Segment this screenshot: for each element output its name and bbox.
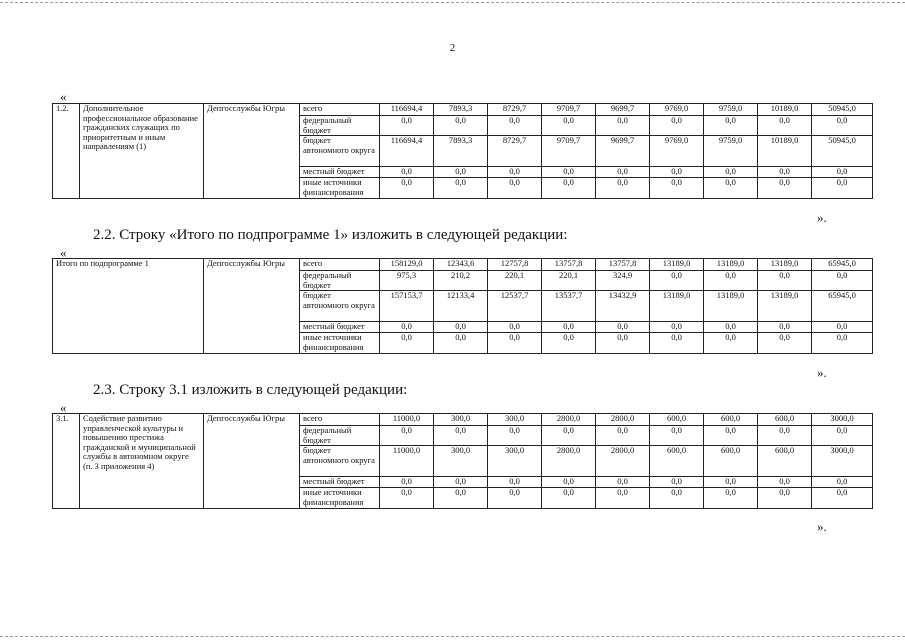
amount-cell: 0,0: [758, 271, 812, 291]
amount-cell: 0,0: [812, 271, 873, 291]
amount-cell: 0,0: [434, 477, 488, 488]
amount-cell: 0,0: [650, 322, 704, 333]
funding-source-label: федеральный бюджет: [300, 426, 380, 446]
funding-source-label: местный бюджет: [300, 167, 380, 178]
amount-cell: 220,1: [542, 271, 596, 291]
amount-cell: 0,0: [542, 178, 596, 199]
amount-cell: 50945,0: [812, 136, 873, 167]
amount-cell: 0,0: [758, 488, 812, 509]
amount-cell: 0,0: [758, 477, 812, 488]
amount-cell: 12757,8: [488, 259, 542, 271]
amount-cell: 2800,0: [596, 446, 650, 477]
amount-cell: 220,1: [488, 271, 542, 291]
amount-cell: 9699,7: [596, 136, 650, 167]
amount-cell: 600,0: [758, 446, 812, 477]
amount-cell: 0,0: [758, 333, 812, 354]
amount-cell: 2800,0: [542, 446, 596, 477]
amount-cell: 0,0: [596, 167, 650, 178]
amount-cell: 0,0: [488, 178, 542, 199]
table-row: [53, 104, 873, 116]
amount-cell: 0,0: [650, 178, 704, 199]
amount-cell: 7893,3: [434, 136, 488, 167]
amount-cell: 116694,4: [380, 104, 434, 116]
amount-cell: 300,0: [434, 414, 488, 426]
amount-cell: 0,0: [704, 271, 758, 291]
amount-cell: 0,0: [542, 167, 596, 178]
amount-cell: 0,0: [596, 488, 650, 509]
amount-cell: 0,0: [704, 333, 758, 354]
funding-source-label: бюджет автономного округа: [300, 446, 380, 477]
amount-cell: 13189,0: [704, 259, 758, 271]
amount-cell: 0,0: [758, 178, 812, 199]
amount-cell: 0,0: [812, 167, 873, 178]
amount-cell: 2800,0: [542, 414, 596, 426]
amount-cell: 0,0: [812, 116, 873, 136]
amount-cell: 9759,0: [704, 104, 758, 116]
funding-source-label: иные источники финансирования: [300, 333, 380, 354]
amount-cell: 11000,0: [380, 446, 434, 477]
amount-cell: 0,0: [488, 333, 542, 354]
funding-source-label: федеральный бюджет: [300, 271, 380, 291]
amount-cell: 8729,7: [488, 136, 542, 167]
amount-cell: 0,0: [380, 167, 434, 178]
amount-cell: 0,0: [758, 167, 812, 178]
amount-cell: 0,0: [542, 116, 596, 136]
amount-cell: 0,0: [704, 178, 758, 199]
amount-cell: 65945,0: [812, 291, 873, 322]
amount-cell: 12343,6: [434, 259, 488, 271]
amount-cell: 0,0: [434, 488, 488, 509]
funding-source-label: всего: [300, 414, 380, 426]
amount-cell: 0,0: [650, 426, 704, 446]
amount-cell: 158129,0: [380, 259, 434, 271]
page-bottom-edge: [0, 636, 905, 637]
amount-cell: 0,0: [488, 477, 542, 488]
amount-cell: 3000,0: [812, 414, 873, 426]
amount-cell: 0,0: [812, 477, 873, 488]
amount-cell: 0,0: [488, 322, 542, 333]
close-quote: ».: [817, 210, 827, 225]
amount-cell: 9759,0: [704, 136, 758, 167]
close-quote: ».: [817, 365, 827, 380]
amount-cell: 50945,0: [812, 104, 873, 116]
funding-source-label: местный бюджет: [300, 477, 380, 488]
amount-cell: 0,0: [704, 477, 758, 488]
amount-cell: 0,0: [650, 271, 704, 291]
section-heading: 2.3. Строку 3.1 изложить в следующей редакции:: [93, 382, 408, 398]
amount-cell: 8729,7: [488, 104, 542, 116]
table-row: [53, 259, 873, 271]
amount-cell: 0,0: [488, 426, 542, 446]
amount-cell: 300,0: [488, 446, 542, 477]
amount-cell: 0,0: [758, 322, 812, 333]
funding-source-label: иные источники финансирования: [300, 178, 380, 199]
amount-cell: 157153,7: [380, 291, 434, 322]
amount-cell: 0,0: [758, 426, 812, 446]
amount-cell: 0,0: [812, 322, 873, 333]
amount-cell: 9699,7: [596, 104, 650, 116]
funding-source-label: бюджет автономного округа: [300, 136, 380, 167]
row-name: Содействие развитию управленческой культуры и повышению престижа гражданской и муниципальной службы в автономном округе (п. 3 приложения 4): [80, 414, 204, 509]
close-quote: ».: [817, 519, 827, 534]
amount-cell: 0,0: [380, 178, 434, 199]
budget-table-subprogram-total: [52, 258, 873, 354]
budget-table-row-3-1: [52, 413, 873, 509]
amount-cell: 600,0: [704, 414, 758, 426]
open-quote: «: [60, 400, 67, 415]
amount-cell: 0,0: [434, 167, 488, 178]
row-name: Итого по подпрограмме 1: [53, 259, 204, 354]
funding-source-label: бюджет автономного округа: [300, 291, 380, 322]
amount-cell: 0,0: [380, 488, 434, 509]
amount-cell: 0,0: [434, 116, 488, 136]
amount-cell: 11000,0: [380, 414, 434, 426]
amount-cell: 65945,0: [812, 259, 873, 271]
section-heading: 2.2. Строку «Итого по подпрограмме 1» изложить в следующей редакции:: [93, 227, 568, 243]
amount-cell: 12537,7: [488, 291, 542, 322]
amount-cell: 9709,7: [542, 104, 596, 116]
amount-cell: 9769,0: [650, 104, 704, 116]
amount-cell: 13432,9: [596, 291, 650, 322]
amount-cell: 0,0: [488, 488, 542, 509]
amount-cell: 300,0: [488, 414, 542, 426]
amount-cell: 0,0: [434, 426, 488, 446]
amount-cell: 13537,7: [542, 291, 596, 322]
amount-cell: 0,0: [812, 333, 873, 354]
amount-cell: 0,0: [704, 322, 758, 333]
page-number: 2: [449, 42, 456, 54]
amount-cell: 0,0: [542, 426, 596, 446]
funding-source-label: федеральный бюджет: [300, 116, 380, 136]
amount-cell: 0,0: [596, 426, 650, 446]
amount-cell: 0,0: [596, 333, 650, 354]
page-top-edge: [0, 2, 905, 3]
amount-cell: 324,9: [596, 271, 650, 291]
amount-cell: 0,0: [704, 426, 758, 446]
amount-cell: 600,0: [650, 414, 704, 426]
amount-cell: 13189,0: [758, 259, 812, 271]
amount-cell: 13189,0: [650, 259, 704, 271]
amount-cell: 116694,4: [380, 136, 434, 167]
amount-cell: 0,0: [380, 426, 434, 446]
amount-cell: 13189,0: [704, 291, 758, 322]
row-executor: Депгосслужбы Югры: [204, 104, 300, 199]
amount-cell: 0,0: [380, 333, 434, 354]
table-row: [53, 414, 873, 426]
amount-cell: 0,0: [488, 167, 542, 178]
amount-cell: 0,0: [704, 116, 758, 136]
row-executor: Депгосслужбы Югры: [204, 259, 300, 354]
open-quote: «: [60, 89, 67, 104]
amount-cell: 0,0: [704, 167, 758, 178]
amount-cell: 0,0: [542, 488, 596, 509]
amount-cell: 0,0: [812, 178, 873, 199]
amount-cell: 0,0: [434, 322, 488, 333]
row-name: Дополнительное профессиональное образование гражданских служащих по приоритетным и иным направлениям (1): [80, 104, 204, 199]
amount-cell: 13757,8: [596, 259, 650, 271]
amount-cell: 0,0: [596, 477, 650, 488]
amount-cell: 7893,3: [434, 104, 488, 116]
row-number: 3.1.: [53, 414, 80, 509]
amount-cell: 12133,4: [434, 291, 488, 322]
row-number: 1.2.: [53, 104, 80, 199]
amount-cell: 13189,0: [758, 291, 812, 322]
amount-cell: 0,0: [434, 178, 488, 199]
amount-cell: 0,0: [380, 477, 434, 488]
amount-cell: 600,0: [758, 414, 812, 426]
amount-cell: 0,0: [596, 322, 650, 333]
amount-cell: 0,0: [704, 488, 758, 509]
amount-cell: 210,2: [434, 271, 488, 291]
amount-cell: 0,0: [488, 116, 542, 136]
amount-cell: 0,0: [542, 322, 596, 333]
amount-cell: 9709,7: [542, 136, 596, 167]
amount-cell: 0,0: [542, 333, 596, 354]
budget-table-row-1-2: [52, 103, 873, 199]
amount-cell: 0,0: [812, 488, 873, 509]
amount-cell: 0,0: [434, 333, 488, 354]
amount-cell: 2800,0: [596, 414, 650, 426]
amount-cell: 600,0: [650, 446, 704, 477]
amount-cell: 13189,0: [650, 291, 704, 322]
amount-cell: 0,0: [596, 178, 650, 199]
funding-source-label: всего: [300, 104, 380, 116]
row-executor: Депгосслужбы Югры: [204, 414, 300, 509]
funding-source-label: иные источники финансирования: [300, 488, 380, 509]
funding-source-label: всего: [300, 259, 380, 271]
amount-cell: 13757,8: [542, 259, 596, 271]
amount-cell: 10189,0: [758, 104, 812, 116]
amount-cell: 300,0: [434, 446, 488, 477]
amount-cell: 0,0: [596, 116, 650, 136]
amount-cell: 3000,0: [812, 446, 873, 477]
amount-cell: 0,0: [650, 116, 704, 136]
funding-source-label: местный бюджет: [300, 322, 380, 333]
amount-cell: 600,0: [704, 446, 758, 477]
amount-cell: 0,0: [542, 477, 596, 488]
amount-cell: 975,3: [380, 271, 434, 291]
amount-cell: 0,0: [650, 477, 704, 488]
amount-cell: 9769,0: [650, 136, 704, 167]
amount-cell: 10189,0: [758, 136, 812, 167]
amount-cell: 0,0: [812, 426, 873, 446]
amount-cell: 0,0: [650, 333, 704, 354]
amount-cell: 0,0: [758, 116, 812, 136]
amount-cell: 0,0: [380, 322, 434, 333]
amount-cell: 0,0: [650, 488, 704, 509]
amount-cell: 0,0: [380, 116, 434, 136]
open-quote: «: [60, 245, 67, 260]
amount-cell: 0,0: [650, 167, 704, 178]
